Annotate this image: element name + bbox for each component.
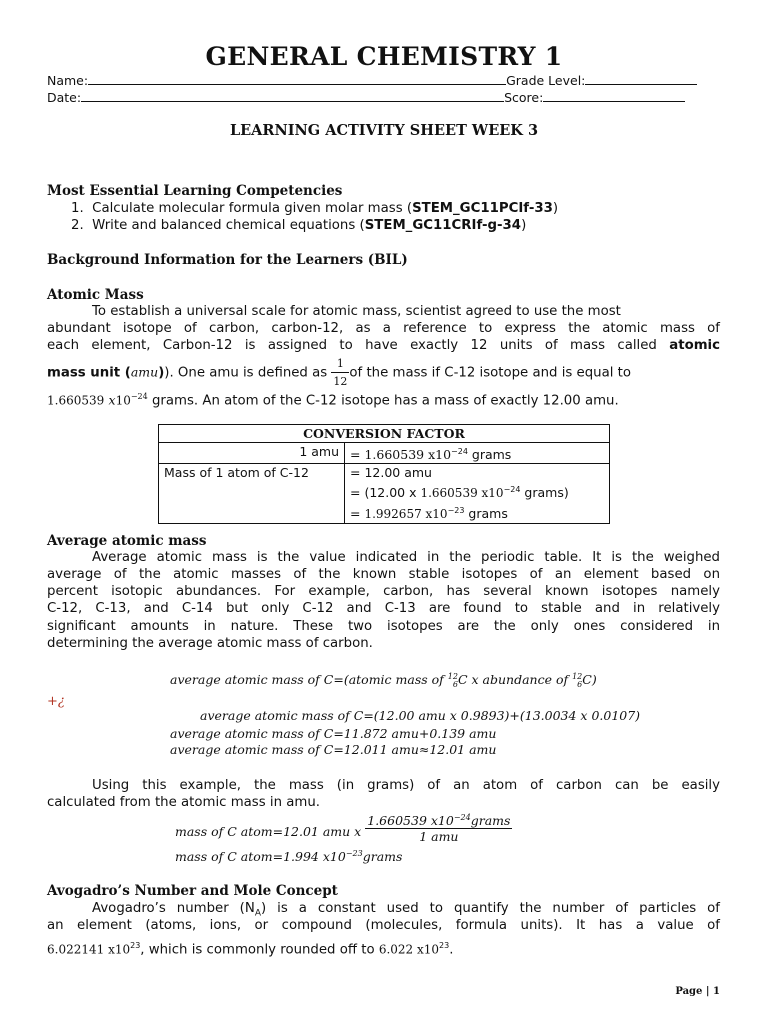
table-cell: = 1.660539 $x10^{-24}$ grams bbox=[345, 443, 610, 464]
atomic-mass-line-4: mass unit (amu)). One amu is defined as $\frac{1}{12}$ of the mass if C-12 isotope and is equal to bbox=[47, 357, 632, 388]
table-cell: 1 amu bbox=[159, 443, 345, 464]
date-field-row bbox=[47, 90, 685, 105]
grade-label: Grade Level: bbox=[506, 73, 586, 88]
atomic-mass-heading: Atomic Mass bbox=[47, 287, 144, 303]
average-line-1: Average atomic mass is the value indicated in the periodic table. It is the weighed bbox=[92, 550, 720, 565]
amu-term: amu bbox=[130, 364, 159, 380]
melc-item-text: Write and balanced chemical equations ( bbox=[92, 218, 365, 233]
sheet-subtitle: LEARNING ACTIVITY SHEET WEEK 3 bbox=[229, 122, 539, 139]
date-label: Date: bbox=[47, 90, 82, 105]
amu-value-rest: grams. An atom of the C-12 isotope has a mass of exactly 12.00 amu. bbox=[147, 393, 619, 409]
grade-field-line[interactable] bbox=[585, 74, 697, 85]
atomic-mass-bold: atomic bbox=[669, 338, 720, 353]
name-field-line[interactable] bbox=[88, 74, 506, 85]
date-field-line[interactable] bbox=[81, 91, 504, 102]
one-twelfth-fraction bbox=[331, 355, 349, 390]
avogadro-line-2: an element (atoms, ions, or compound (molecules, formula units). It has a value of bbox=[47, 918, 720, 933]
name-field-row bbox=[47, 73, 697, 88]
fraction-denominator: 12 bbox=[333, 375, 348, 388]
score-label: Score: bbox=[504, 90, 544, 105]
table-cell: = 12.00 amu bbox=[345, 464, 610, 482]
page-footer bbox=[675, 986, 720, 997]
average-line-3: percent isotopic abundances. For example, carbon, has several known isotopes namely bbox=[47, 584, 720, 599]
conversion-factor-table bbox=[158, 424, 610, 524]
average-line-2: average of the atomic masses of the known stable isotopes of an element based on bbox=[47, 567, 720, 582]
plus-mark: +¿ bbox=[47, 694, 65, 709]
melc-item-1 bbox=[71, 200, 558, 217]
average-line-6: determining the average atomic mass of carbon. bbox=[47, 636, 373, 651]
melc-item-number: 2. bbox=[71, 218, 84, 233]
melc-item-code: STEM_GC11PCIf-33 bbox=[412, 201, 553, 216]
bil-heading: Background Information for the Learners (BIL) bbox=[47, 252, 408, 268]
fraction-numerator: 1 bbox=[331, 355, 349, 373]
score-field-line[interactable] bbox=[543, 91, 685, 102]
melc-item-text: Calculate molecular formula given molar mass ( bbox=[92, 201, 413, 216]
melc-heading: Most Essential Learning Competencies bbox=[47, 183, 343, 199]
name-label: Name: bbox=[47, 73, 89, 88]
document-title: GENERAL CHEMISTRY 1 bbox=[205, 42, 563, 71]
average-line-4: C-12, C-13, and C-14 but only C-12 and C-13 are found to stable and in relatively bbox=[47, 601, 720, 616]
page-number: 1 bbox=[713, 986, 720, 997]
table-cell: Mass of 1 atom of C-12 bbox=[159, 464, 345, 524]
page-label: Page bbox=[675, 986, 703, 997]
melc-item-end: ) bbox=[521, 218, 527, 233]
average-equation-4: average atomic mass of C=12.011 amu≈12.01 amu bbox=[170, 742, 497, 757]
melc-item-code: STEM_GC11CRIf-g-34 bbox=[364, 218, 522, 233]
atomic-mass-line-3 bbox=[47, 337, 720, 354]
melc-item-2 bbox=[71, 217, 526, 234]
amu-definition: ). One amu is defined as bbox=[164, 365, 332, 381]
mass-fraction: $\frac{1.660539 x10^{-24}grams}{\text{1 amu}}$ bbox=[367, 813, 511, 845]
melc-item-number: 1. bbox=[71, 201, 84, 216]
atomic-mass-line-5 bbox=[47, 388, 720, 409]
average-equation-3: average atomic mass of C=11.872 amu+0.139 amu bbox=[170, 726, 497, 741]
amu-term-a: mass unit ( bbox=[47, 365, 131, 381]
avogadro-heading: Avogadro’s Number and Mole Concept bbox=[47, 883, 338, 899]
example-line-1: Using this example, the mass (in grams) of an atom of carbon can be easily bbox=[92, 778, 720, 793]
average-atomic-mass-heading: Average atomic mass bbox=[47, 533, 207, 549]
average-equation-2: average atomic mass of C=(12.00 amu x 0.9893)+(13.0034 x 0.0107) bbox=[200, 708, 641, 723]
table-row bbox=[159, 425, 610, 443]
atomic-mass-text: each element, Carbon-12 is assigned to have exactly 12 units of mass called bbox=[47, 338, 670, 353]
table-row bbox=[159, 443, 610, 464]
avogadro-line-1: Avogadro’s number $(N_A)$ is a constant used to quantify the number of particles of bbox=[92, 901, 720, 919]
amu-value-exponent: −24 bbox=[130, 392, 148, 401]
amu-value-times: x bbox=[108, 392, 116, 408]
melc-item-end: ) bbox=[552, 201, 559, 216]
mass-equation-1: mass of C atom=12.01 amu x $\frac{1.660539 x10^{-24}grams}{\text{1 amu}}$ bbox=[175, 813, 511, 845]
mass-equation-2: mass of C atom=1.994 $x10^{-23}grams$ bbox=[175, 849, 403, 865]
table-row bbox=[159, 464, 610, 482]
avogadro-line-3: 6.022141 $x10^{23}$, which is commonly rounded off to 6.022 $x10^{23}$. bbox=[47, 941, 454, 958]
table-cell: = 1.992657 $x10^{-23}$ grams bbox=[345, 502, 610, 524]
amu-value-ten: 10 bbox=[115, 393, 131, 408]
table-header: CONVERSION FACTOR bbox=[159, 425, 610, 443]
amu-value-number: 1.660539 bbox=[47, 393, 105, 408]
average-equation-1: average atomic mass of C=(atomic mass of 12 6 C x abundance of 12 6 C) bbox=[170, 671, 597, 689]
table-cell: = (12.00 x 1.660539 $x10^{-24}$ grams) bbox=[345, 481, 610, 502]
average-line-5: significant amounts in nature. These two isotopes are the only ones considered in bbox=[47, 619, 720, 634]
atomic-mass-line-2: abundant isotope of carbon, carbon-12, as a reference to express the atomic mass of bbox=[47, 321, 720, 336]
atomic-mass-line-1: To establish a universal scale for atomic mass, scientist agreed to use the most bbox=[92, 304, 621, 319]
example-line-2: calculated from the atomic mass in amu. bbox=[47, 795, 320, 810]
footer-separator: | bbox=[705, 986, 710, 997]
amu-definition-end: of the mass if C-12 isotope and is equal to bbox=[349, 365, 632, 381]
